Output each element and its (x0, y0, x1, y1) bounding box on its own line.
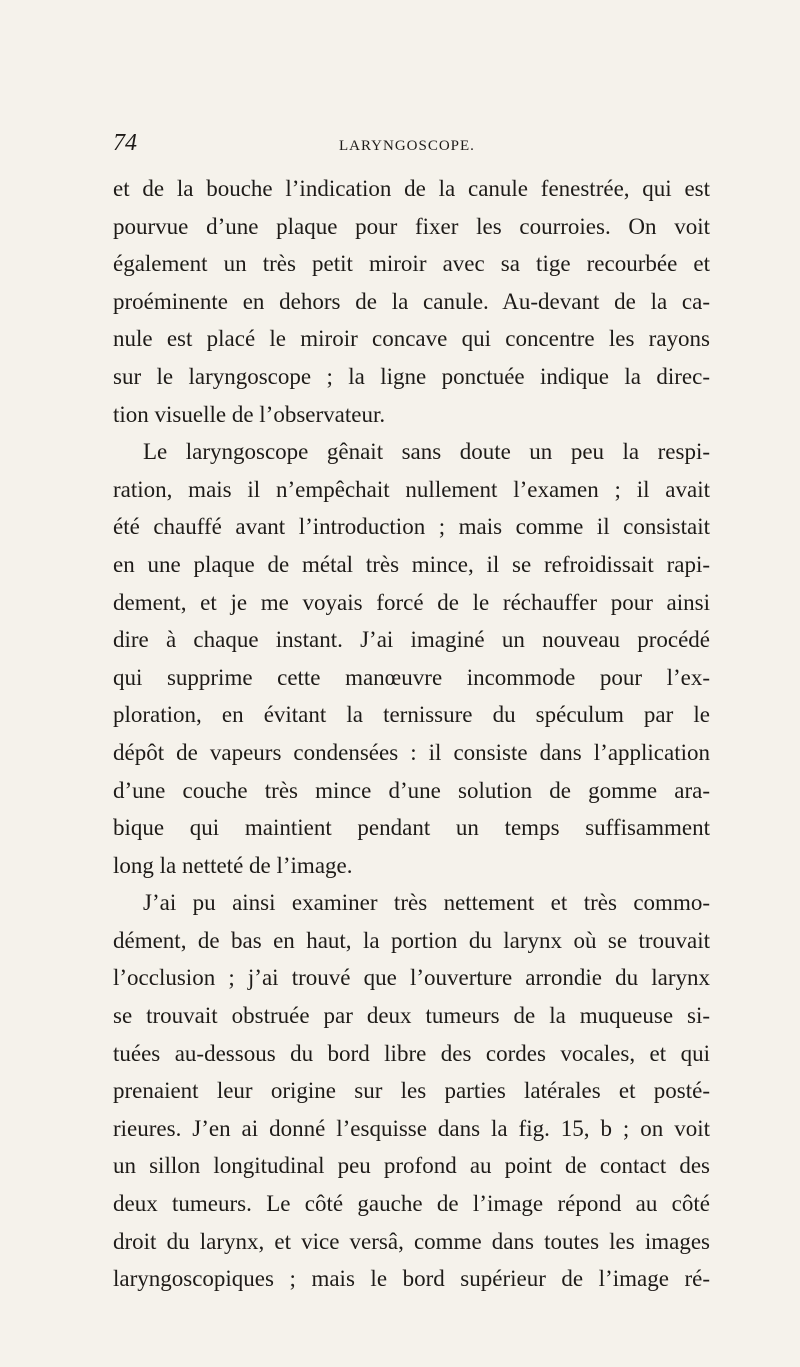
text-line: nule est placé le miroir concave qui concentre les rayons (113, 326, 710, 352)
text-line: droit du larynx, et vice versâ, comme dans toutes les images (113, 1228, 710, 1254)
text-line: long la netteté de l’image. (113, 852, 353, 878)
text-line: sur le laryngoscope ; la ligne ponctuée indique la direc- (113, 363, 710, 389)
text-line: bique qui maintient pendant un temps suffisamment (113, 815, 710, 841)
text-line: pourvue d’une plaque pour fixer les courroies. On voit (113, 213, 710, 239)
text-line: prenaient leur origine sur les parties latérales et posté- (113, 1078, 710, 1104)
text-line: dément, de bas en haut, la portion du larynx où se trouvait (113, 927, 710, 953)
page-header (113, 130, 708, 166)
text-line: tuées au-dessous du bord libre des cordes vocales, et qui (113, 1040, 710, 1066)
text-line: se trouvait obstruée par deux tumeurs de la muqueuse si- (113, 1003, 710, 1029)
text-line: dire à chaque instant. J’ai imaginé un nouveau procédé (113, 627, 710, 653)
paragraph-start-line: Le laryngoscope gênait sans doute un peu la respi- (143, 439, 710, 465)
text-line: dement, et je me voyais forcé de le réchauffer pour ainsi (113, 589, 710, 615)
text-line: en une plaque de métal très mince, il se refroidissait rapi- (113, 551, 710, 577)
text-line: ploration, en évitant la ternissure du spéculum par le (113, 702, 710, 728)
text-line: d’une couche très mince d’une solution de gomme ara- (113, 777, 710, 803)
text-line: un sillon longitudinal peu profond au point de contact des (113, 1153, 710, 1179)
text-line: ration, mais il n’empêchait nullement l’examen ; il avait (113, 476, 710, 502)
paragraph-start-line: J’ai pu ainsi examiner très nettement et très commo- (143, 890, 710, 916)
text-line: qui supprime cette manœuvre incommode pour l’ex- (113, 664, 710, 690)
text-line: laryngoscopiques ; mais le bord supérieur de l’image ré- (113, 1266, 710, 1292)
text-line: l’occlusion ; j’ai trouvé que l’ouverture arrondie du larynx (113, 965, 710, 991)
text-line: proéminente en dehors de la canule. Au-devant de la ca- (113, 288, 710, 314)
text-line: rieures. J’en ai donné l’esquisse dans la fig. 15, b ; on voit (113, 1115, 710, 1141)
text-line: et de la bouche l’indication de la canule fenestrée, qui est (113, 176, 710, 201)
text-line: été chauffé avant l’introduction ; mais comme il consistait (113, 514, 710, 540)
running-title: LARYNGOSCOPE. (339, 138, 475, 154)
text-line: dépôt de vapeurs condensées : il consiste dans l’application (113, 739, 710, 765)
text-line: tion visuelle de l’observateur. (113, 401, 386, 427)
text-line: deux tumeurs. Le côté gauche de l’image répond au côté (113, 1191, 710, 1217)
page-number: 74 (113, 130, 137, 156)
body-text (113, 170, 710, 1298)
text-line: également un très petit miroir avec sa tige recourbée et (113, 251, 710, 277)
